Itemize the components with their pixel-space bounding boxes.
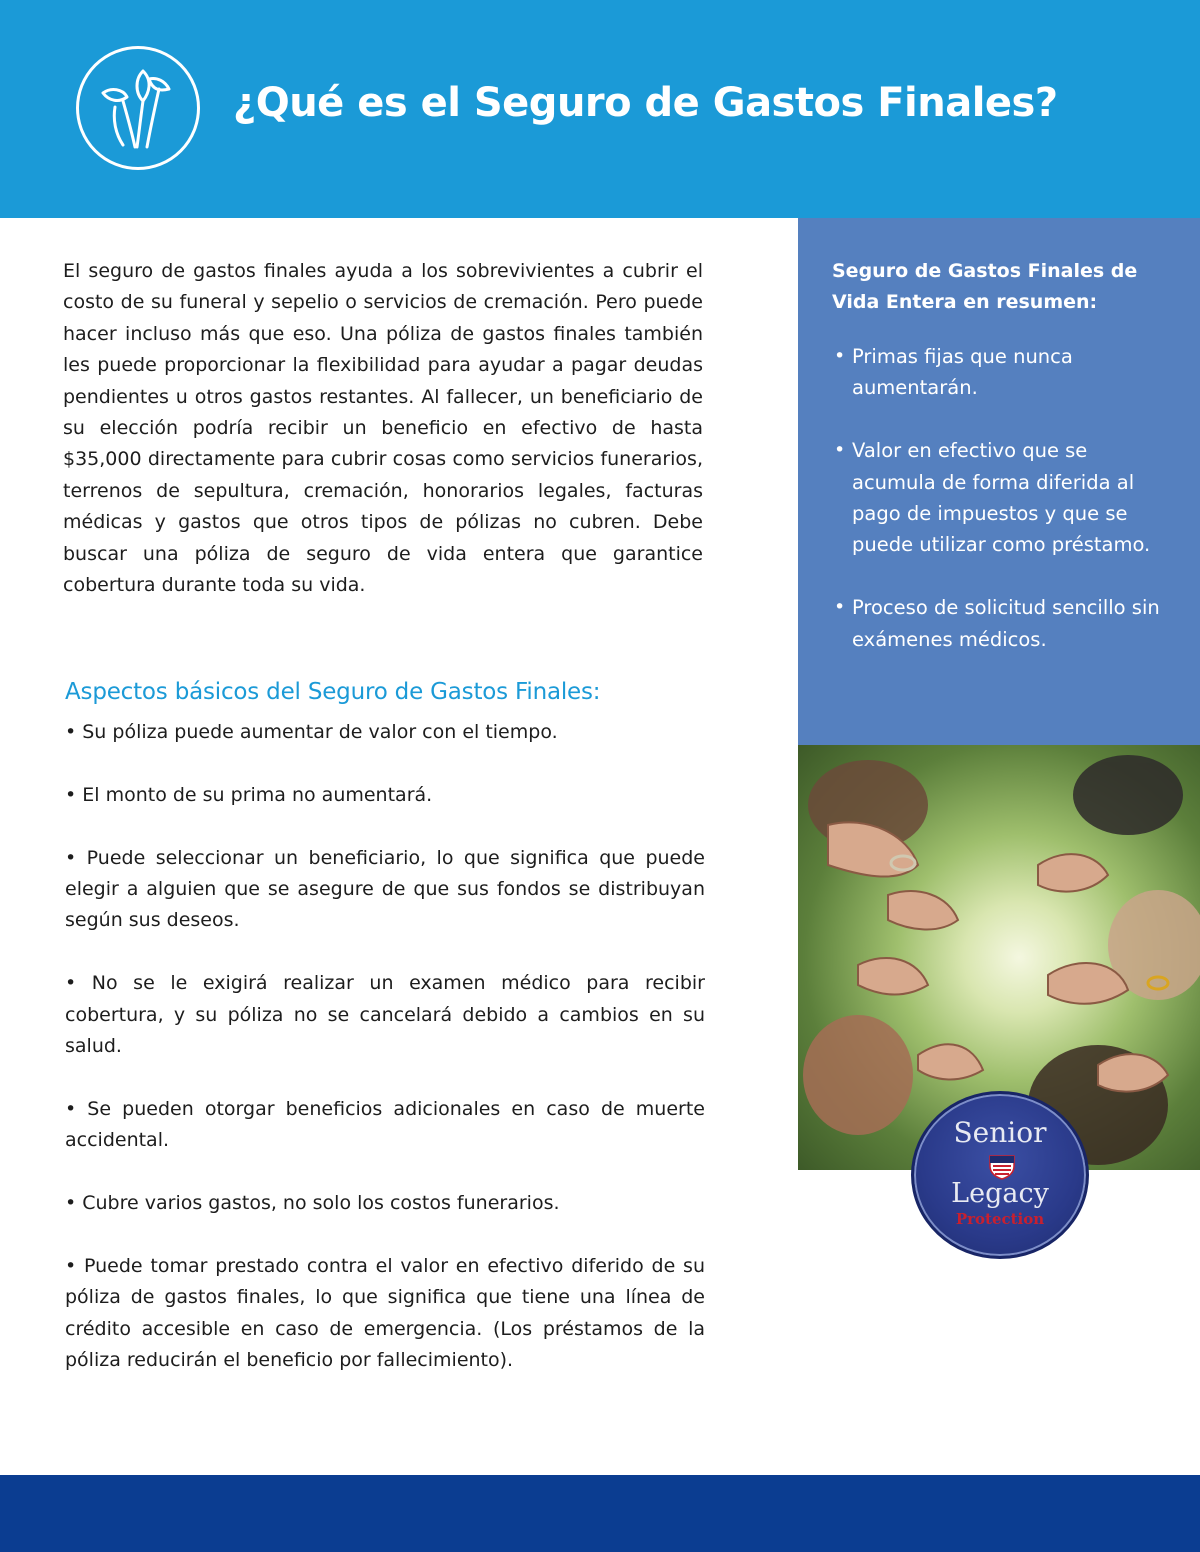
basics-list: [65, 717, 705, 1408]
summary-item: [832, 341, 1172, 404]
summary-list: [832, 341, 1172, 686]
list-item: • Puede seleccionar un beneficiario, lo que significa que puede elegir a alguien que se asegure de que sus fondos se distribuyan según sus deseos.: [65, 846, 705, 932]
bullet-icon: •: [834, 439, 846, 462]
shield-icon: [988, 1154, 1016, 1180]
list-item: • No se le exigirá realizar un examen médico para recibir cobertura, y su póliza no se cancelará debido a cambios en su salud.: [65, 972, 705, 1058]
list-item: • Se pueden otorgar beneficios adicionales en caso de muerte accidental.: [65, 1097, 705, 1152]
summary-item-text: Primas fijas que nunca aumentarán.: [852, 345, 1073, 400]
basics-heading: Aspectos básicos del Seguro de Gastos Finales:: [65, 679, 601, 705]
badge-line-senior: Senior: [953, 1116, 1047, 1149]
list-item: • Cubre varios gastos, no solo los costos funerarios.: [65, 1192, 560, 1215]
summary-item-text: Proceso de solicitud sencillo sin exámenes médicos.: [852, 596, 1160, 651]
summary-item-text: Valor en efectivo que se acumula de forma diferida al pago de impuestos y que se puede utilizar como préstamo.: [852, 439, 1151, 557]
page-title: ¿Qué es el Seguro de Gastos Finales?: [233, 80, 1058, 126]
summary-panel: [798, 218, 1200, 745]
footer-bar: [0, 1475, 1200, 1552]
calla-lily-icon: [76, 46, 200, 170]
list-item: • Puede tomar prestado contra el valor en efectivo diferido de su póliza de gastos finales, lo que significa que tiene una línea de crédito accesible en caso de emergencia. (Los préstamos de la póliza reducirán el beneficio por fallecimiento).: [65, 1254, 705, 1372]
badge-line-legacy: Legacy: [951, 1178, 1049, 1209]
summary-item: [832, 592, 1172, 655]
senior-legacy-protection-logo: [911, 1091, 1089, 1259]
summary-item: [832, 435, 1172, 561]
bullet-icon: •: [834, 596, 846, 619]
header-banner: [0, 0, 1200, 218]
bullet-icon: •: [834, 345, 846, 367]
badge-line-protection: Protection: [955, 1210, 1045, 1228]
intro-paragraph: El seguro de gastos finales ayuda a los sobrevivientes a cubrir el costo de su funeral y sepelio o servicios de cremación. Pero puede hacer incluso más que eso. Una póliza de gastos finales también les puede proporcionar la flexibilidad para ayudar a pagar deudas pendientes u otros gastos restantes. Al fallecer, un beneficiario de su elección podría recibir un beneficio en efectivo de hasta $35,000 directamente para cubrir cosas como servicios funerarios, terrenos de sepultura, cremación, honorarios legales, facturas médicas y gastos que otros tipos de pólizas no cubren. Debe buscar una póliza de seguro de vida entera que garantice cobertura durante toda su vida.: [63, 260, 703, 597]
summary-heading: Seguro de Gastos Finales de Vida Entera en resumen:: [832, 260, 1138, 314]
list-item: • El monto de su prima no aumentará.: [65, 783, 433, 806]
list-item: • Su póliza puede aumentar de valor con el tiempo.: [65, 721, 558, 743]
